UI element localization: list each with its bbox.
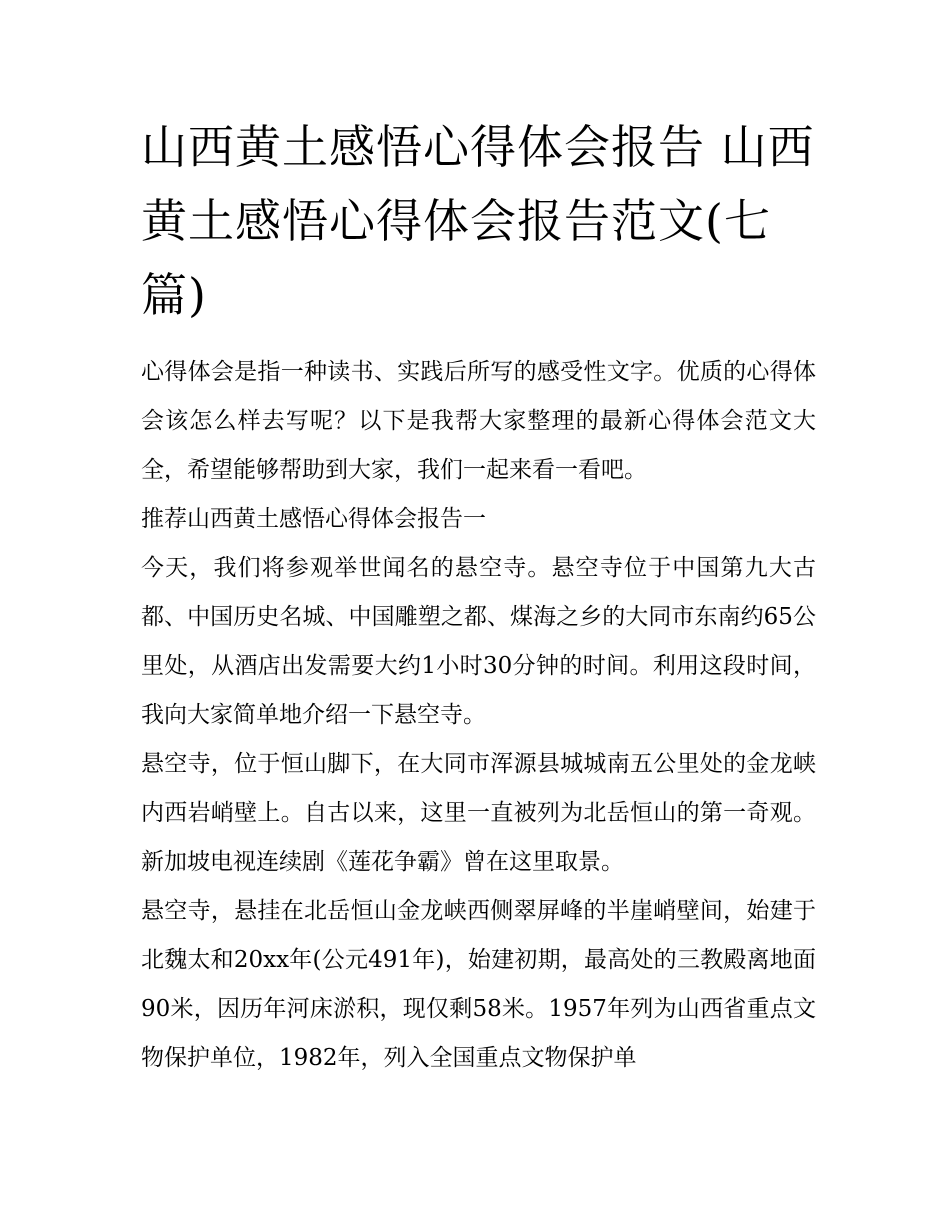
body-paragraph-2: 悬空寺，位于恒山脚下，在大同市浑源县城城南五公里处的金龙峡内西岩峭壁上。自古以来，这里一直被列为北岳恒山的第一奇观。新加坡电视连续剧《莲花争霸》曾在这里取景。 xyxy=(141,751,816,875)
body-paragraph-1: 今天，我们将参观举世闻名的悬空寺。悬空寺位于中国第九大古都、中国历史名城、中国雕塑之都、煤海之乡的大同市东南约65公里处，从酒店出发需要大约1小时30分钟的时间。利用这段时间，我向大家简单地介绍一下悬空寺。 xyxy=(141,555,816,728)
intro-paragraph: 心得体会是指一种读书、实践后所写的感受性文字。优质的心得体会该怎么样去写呢？以下是我帮大家整理的最新心得体会范文大全，希望能够帮助到大家，我们一起来看一看吧。 xyxy=(141,359,816,483)
body-paragraph-3: 悬空寺，悬挂在北岳恒山金龙峡西侧翠屏峰的半崖峭壁间，始建于北魏太和20xx年(公元491年)，始建初期，最高处的三教殿离地面90米，因历年河床淤积，现仅剩58米。1957年列为山西省重点文物保护单位，1982年，列入全国重点文物保护单 xyxy=(141,898,816,1071)
section-title: 推荐山西黄土感悟心得体会报告一 xyxy=(141,506,486,532)
document-title: 山西黄土感悟心得体会报告 山西黄土感悟心得体会报告范文(七篇) xyxy=(141,120,815,322)
document-content xyxy=(141,110,816,1083)
